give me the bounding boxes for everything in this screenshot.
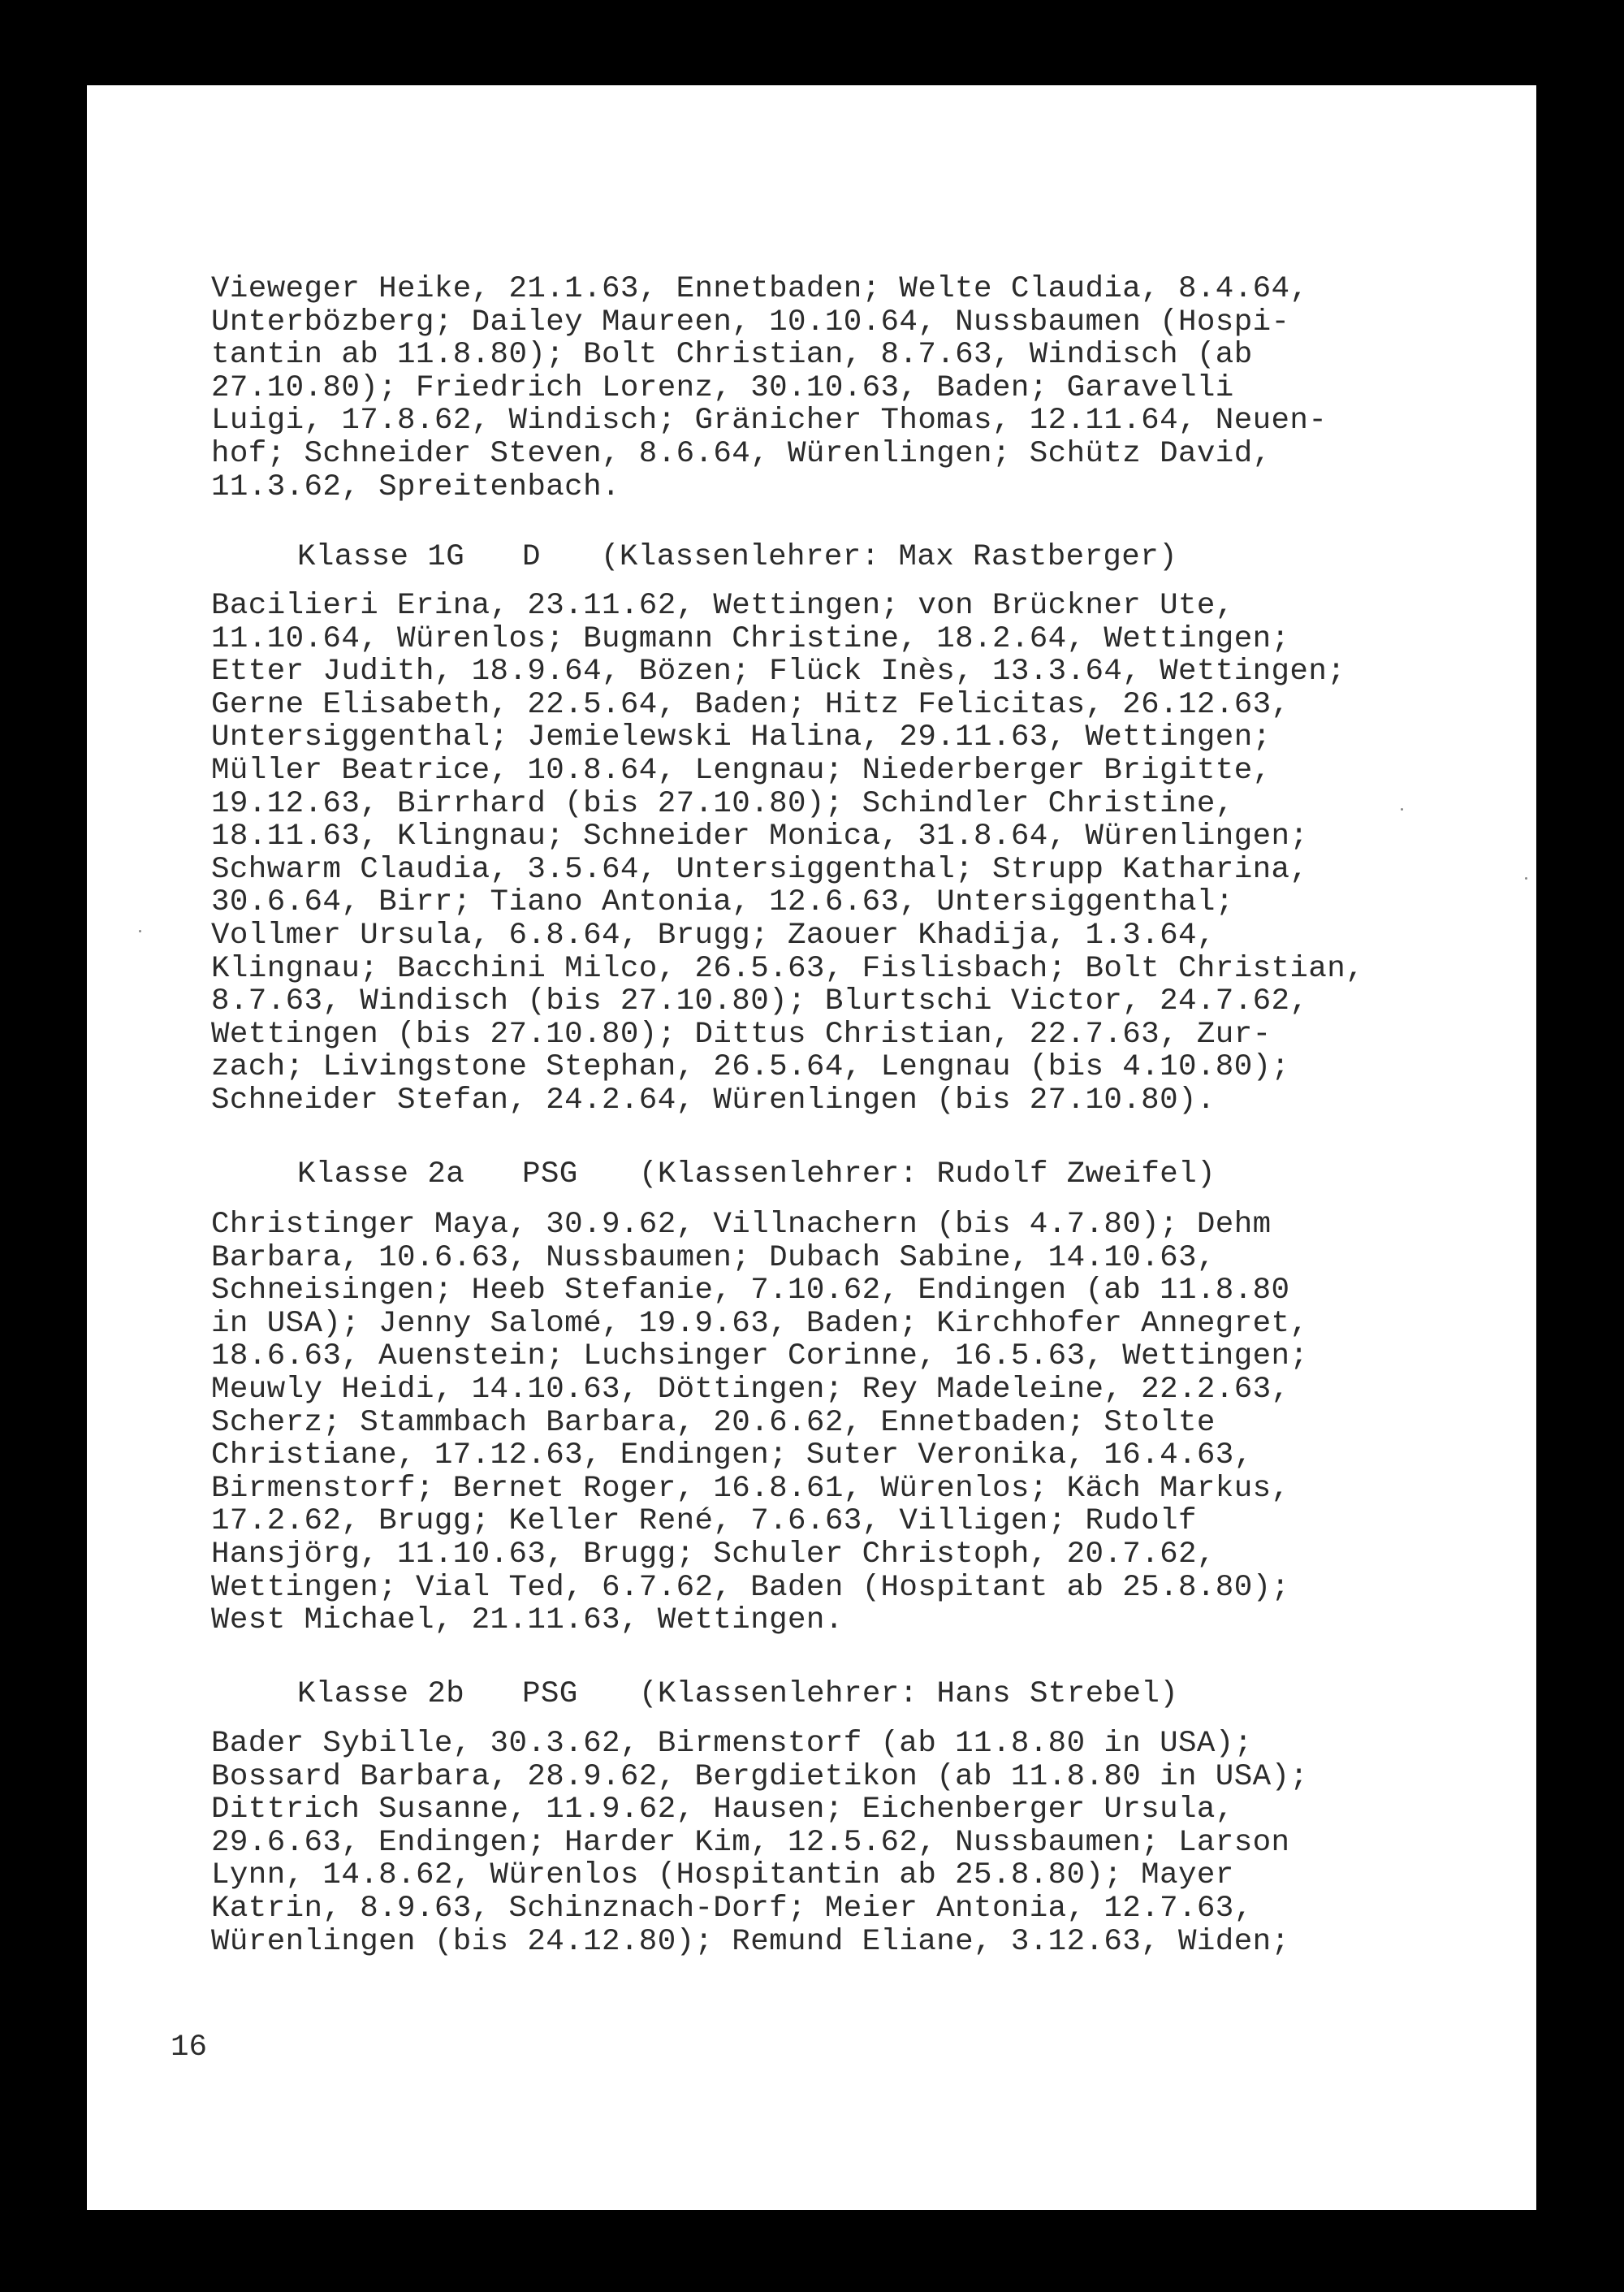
text-line: Katrin, 8.9.63, Schinznach-Dorf; Meier Antonia, 12.7.63, — [211, 1892, 1253, 1926]
text-line: in USA); Jenny Salomé, 19.9.63, Baden; Kirchhofer Annegret, — [211, 1306, 1309, 1341]
class-type: D — [522, 540, 541, 574]
class-label: Klasse 2b — [297, 1677, 465, 1711]
class-teacher: (Klassenlehrer: Hans Strebel) — [639, 1677, 1179, 1711]
text-line: 11.3.62, Spreitenbach. — [211, 469, 620, 504]
text-line: Schwarm Claudia, 3.5.64, Untersiggenthal; Strupp Katharina, — [211, 852, 1309, 887]
scan-speck — [139, 930, 141, 932]
text-line: Bacilieri Erina, 23.11.62, Wettingen; von Brückner Ute, — [211, 589, 1234, 623]
text-line: Schneisingen; Heeb Stefanie, 7.10.62, Endingen (ab 11.8.80 — [211, 1274, 1290, 1308]
text-line: 30.6.64, Birr; Tiano Antonia, 12.6.63, Untersiggenthal; — [211, 885, 1234, 920]
text-line: 27.10.80); Friedrich Lorenz, 30.10.63, Baden; Garavelli — [211, 370, 1234, 405]
class-teacher: (Klassenlehrer: Rudolf Zweifel) — [639, 1157, 1216, 1191]
text-line: Klingnau; Bacchini Milco, 26.5.63, Fislisbach; Bolt Christian, — [211, 951, 1365, 986]
text-line: Wettingen; Vial Ted, 6.7.62, Baden (Hospitant ab 25.8.80); — [211, 1570, 1290, 1605]
text-line: West Michael, 21.11.63, Wettingen. — [211, 1603, 844, 1638]
text-line: Vollmer Ursula, 6.8.64, Brugg; Zaouer Khadija, 1.3.64, — [211, 919, 1216, 953]
scan-speck — [1401, 808, 1403, 811]
class-type: PSG — [522, 1157, 578, 1191]
text-line: zach; Livingstone Stephan, 26.5.64, Lengnau (bis 4.10.80); — [211, 1050, 1290, 1085]
text-line: 29.6.63, Endingen; Harder Kim, 12.5.62, Nussbaumen; Larson — [211, 1825, 1290, 1860]
text-line: Meuwly Heidi, 14.10.63, Döttingen; Rey Madeleine, 22.2.63, — [211, 1373, 1290, 1407]
text-line: Würenlingen (bis 24.12.80); Remund Eliane, 3.12.63, Widen; — [211, 1924, 1290, 1959]
text-line: Christinger Maya, 30.9.62, Villnachern (bis 4.7.80); Dehm — [211, 1208, 1272, 1242]
class-label: Klasse 2a — [297, 1157, 465, 1191]
text-line: 11.10.64, Würenlos; Bugmann Christine, 18.2.64, Wettingen; — [211, 621, 1290, 656]
class-type: PSG — [522, 1677, 578, 1711]
text-line: tantin ab 11.8.80); Bolt Christian, 8.7.63, Windisch (ab — [211, 338, 1253, 373]
text-line: Luigi, 17.8.62, Windisch; Gränicher Thomas, 12.11.64, Neuen- — [211, 404, 1328, 439]
text-line: 18.6.63, Auenstein; Luchsinger Corinne, 16.5.63, Wettingen; — [211, 1339, 1309, 1374]
page-number: 16 — [171, 2030, 208, 2065]
text-line: Bader Sybille, 30.3.62, Birmenstorf (ab 11.8.80 in USA); — [211, 1727, 1253, 1761]
text-line: Unterbözberg; Dailey Maureen, 10.10.64, Nussbaumen (Hospi- — [211, 305, 1290, 339]
scan-speck — [1525, 877, 1527, 880]
text-line: Wettingen (bis 27.10.80); Dittus Christian, 22.7.63, Zur- — [211, 1017, 1272, 1052]
text-line: Untersiggenthal; Jemielewski Halina, 29.11.63, Wettingen; — [211, 720, 1272, 755]
text-line: 17.2.62, Brugg; Keller René, 7.6.63, Villigen; Rudolf — [211, 1504, 1197, 1539]
text-line: Vieweger Heike, 21.1.63, Ennetbaden; Welte Claudia, 8.4.64, — [211, 272, 1309, 306]
text-line: hof; Schneider Steven, 8.6.64, Würenlingen; Schütz David, — [211, 437, 1272, 471]
class-label: Klasse 1G — [297, 540, 465, 574]
text-line: Etter Judith, 18.9.64, Bözen; Flück Inès, 13.3.64, Wettingen; — [211, 655, 1346, 690]
text-line: 19.12.63, Birrhard (bis 27.10.80); Schindler Christine, — [211, 786, 1234, 821]
text-line: Barbara, 10.6.63, Nussbaumen; Dubach Sabine, 14.10.63, — [211, 1240, 1216, 1275]
text-line: 18.11.63, Klingnau; Schneider Monica, 31.8.64, Würenlingen; — [211, 819, 1309, 854]
text-line: Dittrich Susanne, 11.9.62, Hausen; Eichenberger Ursula, — [211, 1793, 1234, 1827]
text-line: Schneider Stefan, 24.2.64, Würenlingen (bis 27.10.80). — [211, 1083, 1216, 1118]
text-line: Bossard Barbara, 28.9.62, Bergdietikon (ab 11.8.80 in USA); — [211, 1759, 1309, 1794]
text-line: Lynn, 14.8.62, Würenlos (Hospitantin ab 25.8.80); Mayer — [211, 1858, 1234, 1893]
text-line: Birmenstorf; Bernet Roger, 16.8.61, Würenlos; Käch Markus, — [211, 1471, 1290, 1506]
text-line: Scherz; Stammbach Barbara, 20.6.62, Ennetbaden; Stolte — [211, 1405, 1216, 1440]
text-line: Christiane, 17.12.63, Endingen; Suter Veronika, 16.4.63, — [211, 1438, 1253, 1473]
text-line: Hansjörg, 11.10.63, Brugg; Schuler Christoph, 20.7.62, — [211, 1537, 1216, 1572]
text-line: Müller Beatrice, 10.8.64, Lengnau; Niederberger Brigitte, — [211, 754, 1272, 788]
text-line: 8.7.63, Windisch (bis 27.10.80); Blurtschi Victor, 24.7.62, — [211, 984, 1309, 1019]
text-line: Gerne Elisabeth, 22.5.64, Baden; Hitz Felicitas, 26.12.63, — [211, 687, 1290, 722]
class-teacher: (Klassenlehrer: Max Rastberger) — [601, 540, 1178, 574]
